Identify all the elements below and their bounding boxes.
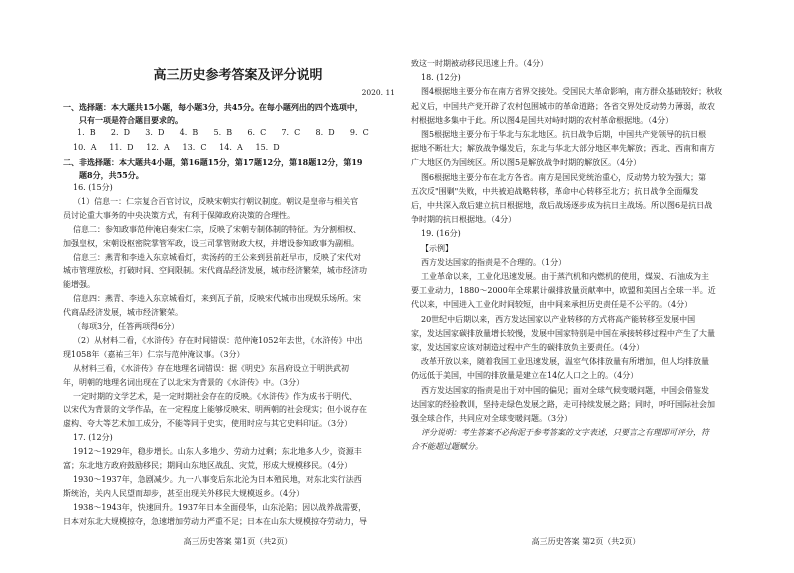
left-line: 员讨论重大事务的中央决策方式，有利于保障政府决策的合理性。: [63, 210, 295, 220]
right-line: 家，发达国家碳排放量增长较慢，发展中国家特别是中国在承接转移过程中产生了大量: [411, 328, 715, 338]
right-line: 评分说明：考生答案不必拘泥于参考答案的文字表述，只要言之有理即可评分，符: [421, 428, 709, 438]
left-line: 1930～1937年，急剧减少。九一八事变后东北沦为日本殖民地，对东北实行法西: [73, 474, 362, 484]
right-line: 村根据地多集中于此。所以图4是国共对峙时期的农村革命根据地。（4分）: [411, 115, 674, 125]
left-line: 以宋代为背景的文学作品，在一定程度上能够反映宋、明两朝的社会现实；但小说存在: [63, 405, 367, 415]
left-line: 日本对东北大规模掠夺，急速增加劳动力严重不足；日本在山东大规模掠夺劳动力，导: [63, 516, 367, 526]
nonmc-header: 二、非选择题：本大题共4小题，第16题15分，第17题12分，第18题12分，第19: [63, 157, 363, 167]
left-line: 能增强。: [63, 280, 95, 290]
left-line: （每项3分，任答两项得6分）: [73, 322, 180, 331]
left-line: 斯统治，关内人民望而却步，甚至出现关外移民大规模返乡。（4分）: [63, 488, 305, 498]
page-title: 高三历史参考答案及评分说明: [153, 68, 323, 83]
right-line: 强全球合作，共同应对全球变暖问题。（3分）: [411, 414, 573, 423]
right-line: 五次反"围剿"失败，中共被迫战略转移，革命中心转移至北方；抗日战争全面爆发: [411, 186, 699, 196]
right-line: 广大地区仍为国统区。所以图5是解放战争时期的解放区。（4分）: [411, 158, 642, 168]
date: 2020. 11: [361, 88, 395, 97]
right-line: 改革开放以来，随着我国工业迅速发展，温室气体排放量有所增加，但人均排放量: [421, 357, 709, 367]
right-line: 起义后，中国共产党开辟了农村包围城市的革命道路；各省交界处反动势力薄弱，故农: [411, 101, 715, 111]
left-page: [63, 0, 413, 573]
left-line: 信息四：燕青、李逵入东京城看灯，来到瓦子前，反映宋代城市出现娱乐场所。宋: [73, 294, 361, 304]
left-footer: 高三历史答案 第1页（共2页）: [183, 537, 293, 546]
right-line: 争时期的抗日根据地。（4分）: [411, 215, 517, 225]
right-line: 图6根据地主要分布在北方各省。南方是国民党统治重心，反动势力较为强大；第: [421, 172, 707, 182]
left-line: 年，明朝的地理名词出现在了以北宋为背景的《水浒传》中。（3分）: [63, 377, 305, 387]
right-line: 要工业动力，1880～2000年全球累计碳排放量贡献率中，欧盟和美国占全球一半。近: [411, 286, 716, 296]
left-line: 虚构、夸大等艺术加工成分，不能等同于史实，使用时应与其它史料印证。（3分）: [63, 419, 353, 429]
right-line: 西方发达国家的指责是出于对中国的偏见；面对全球气候变暖问题，中国会借鉴发: [421, 385, 709, 395]
right-line: 达国家的经验教训，坚持走绿色发展之路，走可持续发展之路；同时，呼吁国际社会加: [411, 399, 715, 409]
left-line: 加强皇权，宋朝设枢密院掌管军政，设三司掌管财政大权，并增设参知政事为副相。: [63, 238, 359, 248]
right-line: 20世纪中后期以来，西方发达国家以产业转移的方式将高产能转移至发展中国: [421, 314, 696, 324]
mc-answers-row-1: 1. B 2. D 3. D 4. B 5. B 6. C 7. C 8. D 9. C: [77, 128, 369, 137]
left-line: 16. (15分): [73, 183, 113, 192]
mc-answers-row-2: 10. A 11. D 12. A 13. C 14. A 15. D: [73, 143, 280, 152]
right-page: [411, 0, 761, 573]
left-line: 城市管理放松，打破时间、空间限制。宋代商品经济发展，城市经济繁荣，城市经济功: [63, 266, 367, 276]
right-line: 代以来，中国进入工业化时间较短，由中间来承担历史责任是不公平的。（4分）: [411, 300, 693, 310]
right-line: 图5根据地主要分布于华北与东北地区。抗日战争后期，中国共产党领导的抗日根: [421, 130, 707, 139]
left-line: 17. (12分): [73, 433, 113, 443]
left-line: （2）从材料二看，《水浒传》存在时间错误：范仲淹1052年去世，《水浒传》中出: [73, 335, 363, 345]
right-line: 后，中共深入敌后建立抗日根据地，敌后战场逐步成为抗日主战场。所以图6是抗日战: [411, 201, 713, 210]
right-line: 据地不断壮大；解放战争爆发后，东北与华北大部分地区率先解放；西北、西南和南方: [411, 144, 715, 154]
right-footer: 高三历史答案 第2页（共2页）: [531, 537, 641, 546]
left-line: 富；东北地方政府鼓励移民；期间山东地区战乱、灾荒，形成大规模移民。（4分）: [63, 461, 353, 470]
right-line: 19. (16分): [421, 229, 461, 239]
left-line: 一定时期的文学艺术，是一定时期社会存在的反映。《水浒传》作为成书于明代、: [73, 391, 357, 401]
right-line: 合不能超过题赋分。: [411, 442, 483, 452]
left-line: 1938～1943年，快速回升。1937年日本全面侵华，山东沦陷；因以战养战需要，: [73, 502, 367, 512]
left-line: （1）信息一：仁宗复合百官讨议，反映宋朝实行朝议制度。朝议是皇帝与相关官: [73, 196, 359, 206]
right-line: 18. (12分): [421, 73, 461, 83]
right-line: 西方发达国家的指责是不合理的。（1分）: [421, 257, 567, 267]
mc-header: 一、选择题：本大题共15小题，每小题3分，共45分。在每小题列出的四个选项中，: [63, 102, 363, 112]
right-line: 工业革命以来，工业化迅速发展。由于蒸汽机和内燃机的使用，煤炭、石油成为主: [421, 272, 709, 281]
left-line: 1912～1929年，稳步增长。山东人多地少、劳动力过剩；东北地多人少，资源丰: [73, 447, 362, 457]
right-line: 仍远低于美国，中国的排放量是建立在14亿人口之上的。（4分）: [411, 371, 639, 381]
left-line: 信息三：燕青和李逵入东京城看灯，卖汤药的王公来到县前赶早市，反映了宋代对: [73, 252, 361, 262]
right-line: 家，发达国家应该对制造过程中产生的碳排放负主要责任。（4分）: [411, 343, 645, 352]
left-line: 从材料三看，《水浒传》存在地理名词错误：据《明史》东昌府设立于明洪武初: [73, 363, 349, 373]
mc-header-2: 只有一项是符合题目要求的。: [79, 115, 183, 125]
left-line: 信息二：参知政事范仲淹启奏宋仁宗，反映了宋朝专制体制的特征。为分割相权、: [73, 224, 361, 234]
right-line: 图4根据地主要分布在南方省界交接处。受国民大革命影响，南方群众基础较好；秋收: [421, 87, 723, 97]
right-line: 致这一时期被动移民迅速上升。（4分）: [411, 59, 549, 68]
left-line: 代商品经济发展，城市经济繁荣。: [63, 308, 183, 318]
left-line: 现1058年（嘉祐三年）仁宗与范仲淹议事。（3分）: [63, 349, 245, 359]
nonmc-header-2: 题8分，共55分。: [79, 170, 144, 180]
right-line: 【示例】: [421, 243, 453, 253]
